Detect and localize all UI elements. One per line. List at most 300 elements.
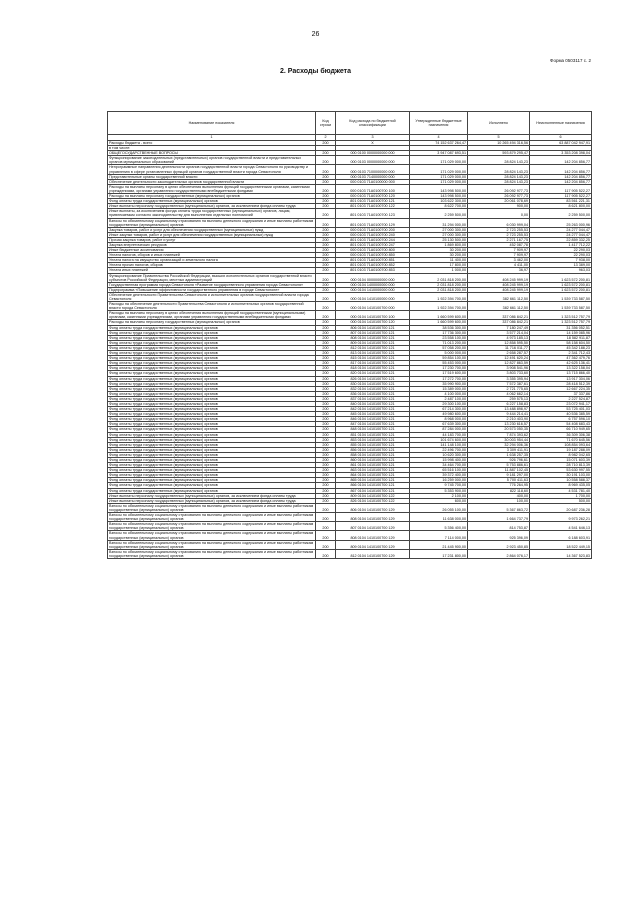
row-name: Обеспечение деятельности Правительства Севастополя и исполнительных органов государственной власти города Севастополя bbox=[108, 292, 316, 301]
row-executed: 2 723 255,53 bbox=[468, 227, 530, 232]
row-unexecuted: 42 625 136,41 bbox=[530, 361, 592, 366]
table-row bbox=[108, 345, 592, 350]
row-classification-code: 000 0103 7100000000 000 bbox=[336, 165, 410, 174]
row-name: Фонд оплаты труда государственных (муниципальных) органов bbox=[108, 325, 316, 330]
table-body bbox=[108, 141, 592, 559]
row-unexecuted: 142 204 856,77 bbox=[530, 156, 592, 165]
row-approved: 26 055 100,00 bbox=[410, 503, 468, 512]
row-unexecuted: 142 204 856,77 bbox=[530, 165, 592, 174]
row-executed: 20 061 078,69 bbox=[468, 199, 530, 204]
row-line-code: 200 bbox=[316, 268, 336, 273]
row-approved: 101 674 600,00 bbox=[410, 437, 468, 442]
table-row bbox=[108, 366, 592, 371]
row-executed: 2 721 775,65 bbox=[468, 386, 530, 391]
row-executed: 20 573 050,35 bbox=[468, 427, 530, 432]
row-line-code: 200 bbox=[316, 237, 336, 242]
row-name: Фонд оплаты труда государственных (муниципальных) органов bbox=[108, 396, 316, 401]
row-line-code: 200 bbox=[316, 340, 336, 345]
row-classification-code: 812 0104 1410100700 129 bbox=[336, 549, 410, 558]
row-classification-code: 847 0104 1410100700 121 bbox=[336, 422, 410, 427]
row-name: Фонд оплаты труда государственных (муниципальных) органов bbox=[108, 376, 316, 381]
row-line-code: 200 bbox=[316, 513, 336, 522]
table-row bbox=[108, 473, 592, 478]
row-line-code: 200 bbox=[316, 391, 336, 396]
row-line-code: 200 bbox=[316, 463, 336, 468]
row-approved: 22 496 700,00 bbox=[410, 447, 468, 452]
row-classification-code: 809 0104 1410100700 129 bbox=[336, 540, 410, 549]
table-row bbox=[108, 381, 592, 386]
row-approved: 1 922 394 700,00 bbox=[410, 302, 468, 311]
row-line-code: 200 bbox=[316, 483, 336, 488]
table-row bbox=[108, 396, 592, 401]
row-unexecuted: 963,03 bbox=[530, 268, 592, 273]
table-row bbox=[108, 437, 592, 442]
row-approved: 57 058 200,00 bbox=[410, 345, 468, 350]
table-row bbox=[108, 325, 592, 330]
expenditure-table bbox=[107, 111, 592, 559]
row-approved: 1 922 394 700,00 bbox=[410, 292, 468, 301]
row-approved: 11 400,00 bbox=[410, 258, 468, 263]
row-unexecuted: 15 071 603,39 bbox=[530, 458, 592, 463]
row-approved: 9 745 700,00 bbox=[410, 483, 468, 488]
row-line-code: 200 bbox=[316, 330, 336, 335]
row-name: Фонд оплаты труда государственных (муниципальных) органов bbox=[108, 478, 316, 483]
row-approved: 74 152 637 264,47 bbox=[410, 141, 468, 146]
row-line-code: 200 bbox=[316, 156, 336, 165]
row-approved: 7 114 000,00 bbox=[410, 531, 468, 540]
row-name: Фонд оплаты труда государственных (муниципальных) органов bbox=[108, 366, 316, 371]
row-line-code: 200 bbox=[316, 422, 336, 427]
row-executed: 3 908 541,96 bbox=[468, 366, 530, 371]
row-unexecuted: 13 715 866,40 bbox=[530, 371, 592, 376]
row-unexecuted: 6 188 603,91 bbox=[530, 531, 592, 540]
row-classification-code: 000 0104 1410000000 000 bbox=[336, 287, 410, 292]
row-name: Фонд оплаты труда государственных (муниципальных) органов bbox=[108, 412, 316, 417]
row-classification-code: 861 0104 1410100700 121 bbox=[336, 463, 410, 468]
row-approved: 25 130 500,00 bbox=[410, 237, 468, 242]
table-row bbox=[108, 432, 592, 437]
row-approved: 30 200,00 bbox=[410, 253, 468, 258]
row-approved: 10 620 300,00 bbox=[410, 452, 468, 457]
row-executed: 7 180 247,49 bbox=[468, 325, 530, 330]
row-approved: 1 660 599 600,00 bbox=[410, 320, 468, 325]
table-row bbox=[108, 311, 592, 320]
row-executed: 822 118,60 bbox=[468, 488, 530, 493]
row-unexecuted: 500,00 bbox=[530, 498, 592, 503]
table-row bbox=[108, 351, 592, 356]
row-line-code: 200 bbox=[316, 199, 336, 204]
row-approved: 27 000 300,00 bbox=[410, 227, 468, 232]
table-row bbox=[108, 179, 592, 184]
row-name: Фонд оплаты труда государственных (муниципальных) органов bbox=[108, 356, 316, 361]
row-name: Фонд оплаты труда государственных (муниципальных) органов bbox=[108, 417, 316, 422]
table-row bbox=[108, 412, 592, 417]
row-name: Фонд оплаты труда государственных (муниципальных) органов bbox=[108, 427, 316, 432]
row-unexecuted: 13 389,00 bbox=[530, 263, 592, 268]
row-unexecuted: 14 159 085,96 bbox=[530, 330, 592, 335]
row-executed: 2 271 167,75 bbox=[468, 237, 530, 242]
table-row bbox=[108, 503, 592, 512]
row-unexecuted: 40 536 385,59 bbox=[530, 412, 592, 417]
row-classification-code: 865 0104 1410100700 121 bbox=[336, 478, 410, 483]
row-unexecuted: 23 072 941,17 bbox=[530, 401, 592, 406]
row-unexecuted: 24 277 044,47 bbox=[530, 227, 592, 232]
table-row bbox=[108, 302, 592, 311]
row-unexecuted: 4 541 646,13 bbox=[530, 522, 592, 531]
row-unexecuted: 7 938,00 bbox=[530, 258, 592, 263]
row-unexecuted: 10 558 588,37 bbox=[530, 478, 592, 483]
row-line-code: 200 bbox=[316, 381, 336, 386]
row-executed: 4 062 662,14 bbox=[468, 391, 530, 396]
row-classification-code: 820 0104 1410100700 121 bbox=[336, 371, 410, 376]
row-executed: 3 462,00 bbox=[468, 258, 530, 263]
row-unexecuted: 1 417 712,22 bbox=[530, 242, 592, 247]
row-executed: 100,00 bbox=[468, 498, 530, 503]
row-line-code: 200 bbox=[316, 522, 336, 531]
table-row bbox=[108, 478, 592, 483]
header-approved: Утвержденные бюджетные назначения bbox=[410, 112, 468, 135]
row-line-code: 200 bbox=[316, 335, 336, 340]
row-name: Фонд оплаты труда государственных (муниципальных) органов bbox=[108, 458, 316, 463]
row-approved: 17 230 700,00 bbox=[410, 366, 468, 371]
row-unexecuted: 24 277 044,47 bbox=[530, 232, 592, 237]
row-approved: 171 029 000,00 bbox=[410, 165, 468, 174]
row-name: Фонд оплаты труда государственных (муниципальных) органов bbox=[108, 381, 316, 386]
row-unexecuted: 28 418 512,39 bbox=[530, 381, 592, 386]
table-row bbox=[108, 427, 592, 432]
row-name: Фонд оплаты труда государственных (муниципальных) органов bbox=[108, 386, 316, 391]
form-code: Форма 0503117 с. 2 bbox=[550, 58, 591, 63]
row-executed: 28 824 143,23 bbox=[468, 165, 530, 174]
row-approved: 16 259 000,00 bbox=[410, 478, 468, 483]
row-approved: 15 998 400,00 bbox=[410, 458, 468, 463]
row-line-code: 200 bbox=[316, 292, 336, 301]
row-name: Фонд оплаты труда государственных (муниципальных) органов bbox=[108, 407, 316, 412]
row-executed: 10 265 494 316,56 bbox=[468, 141, 530, 146]
row-name: Фонд оплаты труда государственных (муниципальных) органов bbox=[108, 473, 316, 478]
row-executed: 13 230 616,57 bbox=[468, 422, 530, 427]
row-approved: 38 536 300,00 bbox=[410, 325, 468, 330]
row-approved: 17 800,00 bbox=[410, 263, 468, 268]
row-classification-code: 808 0104 1410100700 129 bbox=[336, 531, 410, 540]
row-name: Фонд оплаты труда государственных (муниципальных) органов bbox=[108, 391, 316, 396]
row-classification-code: 000 0103 71А0100000 000 bbox=[336, 179, 410, 184]
row-unexecuted: 2 341 712,43 bbox=[530, 351, 592, 356]
table-row bbox=[108, 391, 592, 396]
row-line-code: 200 bbox=[316, 141, 336, 146]
row-classification-code: 806 0104 1410100700 129 bbox=[336, 503, 410, 512]
row-unexecuted: 37 337,86 bbox=[530, 391, 592, 396]
row-classification-code: 808 0104 1410100700 129 bbox=[336, 513, 410, 522]
row-approved: 2 259 500,00 bbox=[410, 209, 468, 218]
row-approved: 23 558 100,00 bbox=[410, 335, 468, 340]
row-line-code: 200 bbox=[316, 356, 336, 361]
row-name: Представительные органы государственной власти bbox=[108, 174, 316, 179]
row-classification-code: 832 0104 1410100700 121 bbox=[336, 386, 410, 391]
row-line-code: 200 bbox=[316, 417, 336, 422]
row-classification-code: 851 0104 1410100700 121 bbox=[336, 432, 410, 437]
row-executed: 13 488 898,97 bbox=[468, 407, 530, 412]
row-executed: 26 092 977,73 bbox=[468, 184, 530, 193]
row-approved: 39 372 400,00 bbox=[410, 473, 468, 478]
row-unexecuted: 36 309 306,38 bbox=[530, 432, 592, 437]
row-unexecuted: 18 582 911,87 bbox=[530, 335, 592, 340]
row-classification-code: 845 0104 1410100700 121 bbox=[336, 412, 410, 417]
row-name: Взносы по обязательному социальному страхованию на выплаты денежного содержания и иные выплаты работникам государственных (муниципальных) органов bbox=[108, 218, 316, 227]
row-line-code: 200 bbox=[316, 273, 336, 282]
column-number: 6 bbox=[530, 135, 592, 141]
row-approved: 1 660 599 600,00 bbox=[410, 311, 468, 320]
table-row bbox=[108, 549, 592, 558]
row-name: Иные выплаты персоналу государственных (муниципальных) органов, за исключением фонда оплаты труда bbox=[108, 204, 316, 209]
table-row bbox=[108, 184, 592, 193]
row-classification-code: 000 0103 71А0100700 240 bbox=[336, 232, 410, 237]
row-executed: 11 887 102,45 bbox=[468, 468, 530, 473]
row-classification-code: 000 0103 71А0100700 200 bbox=[336, 227, 410, 232]
row-approved: 71 013 200,00 bbox=[410, 340, 468, 345]
row-approved: 67 214 300,00 bbox=[410, 407, 468, 412]
row-name: Фонд оплаты труда государственных (муниципальных) органов bbox=[108, 488, 316, 493]
row-approved: 34 464 700,00 bbox=[410, 463, 468, 468]
row-executed: 382 661 112,50 bbox=[468, 292, 530, 301]
row-unexecuted: 117 905 522,27 bbox=[530, 184, 592, 193]
row-line-code: 200 bbox=[316, 311, 336, 320]
row-approved: 103 622 300,00 bbox=[410, 199, 468, 204]
row-classification-code: 855 0104 1410100700 121 bbox=[336, 442, 410, 447]
row-executed: 9 444 214,41 bbox=[468, 412, 530, 417]
row-line-code: 200 bbox=[316, 407, 336, 412]
page-number: 26 bbox=[311, 31, 320, 38]
row-classification-code: 856 0104 1410100700 121 bbox=[336, 447, 410, 452]
row-name: Расходы на выплаты персоналу в целях обеспечения выполнения функций государственными (муниципальными) органами, казенными учреждениями, органами управления государственными внебюджетными фондами bbox=[108, 311, 316, 320]
row-unexecuted: 12 667 224,35 bbox=[530, 386, 592, 391]
row-line-code: 200 bbox=[316, 366, 336, 371]
column-number: 1 bbox=[108, 135, 316, 141]
row-approved: 5 353 900,00 bbox=[410, 488, 468, 493]
row-name: Фонд оплаты труда государственных (муниципальных) органов bbox=[108, 422, 316, 427]
row-classification-code: 809 0104 1410100700 121 bbox=[336, 340, 410, 345]
row-line-code: 200 bbox=[316, 493, 336, 498]
row-executed: 1 638 257,35 bbox=[468, 452, 530, 457]
row-unexecuted: 22 290,03 bbox=[530, 253, 592, 258]
row-classification-code: 866 0104 1410100700 121 bbox=[336, 483, 410, 488]
row-name: Взносы по обязательному социальному страхованию на выплаты денежного содержания и иные выплаты работникам государственных (муниципальных) органов bbox=[108, 513, 316, 522]
row-name: Государственная программа города Севастополя «Развитие государственного управления города Севастополя» bbox=[108, 282, 316, 287]
table-row bbox=[108, 174, 592, 179]
row-classification-code: 818 0104 1410100700 121 bbox=[336, 366, 410, 371]
row-classification-code: 801 0103 71А0100700 851 bbox=[336, 258, 410, 263]
table-row bbox=[108, 483, 592, 488]
table-row bbox=[108, 452, 592, 457]
row-unexecuted: 1 323 512 757,79 bbox=[530, 320, 592, 325]
row-unexecuted: 6 757 596,10 bbox=[530, 417, 592, 422]
row-unexecuted: 117 905 522,27 bbox=[530, 194, 592, 199]
row-executed: 2 923 450,85 bbox=[468, 540, 530, 549]
row-line-code: 200 bbox=[316, 179, 336, 184]
table-row bbox=[108, 320, 592, 325]
row-unexecuted: 45 342 188,23 bbox=[530, 345, 592, 350]
row-unexecuted: 1 623 572 200,81 bbox=[530, 287, 592, 292]
table-row bbox=[108, 376, 592, 381]
row-line-code: 200 bbox=[316, 531, 336, 540]
header-classification-code: Код расхода по бюджетной классификации bbox=[336, 112, 410, 135]
table-row bbox=[108, 204, 592, 209]
row-unexecuted: 4 531 781,40 bbox=[530, 488, 592, 493]
table-row bbox=[108, 531, 592, 540]
table-row bbox=[108, 468, 592, 473]
row-classification-code: 000 0104 1410100700 120 bbox=[336, 320, 410, 325]
row-classification-code: 842 0104 1410100700 121 bbox=[336, 407, 410, 412]
row-unexecuted: 54 408 683,43 bbox=[530, 422, 592, 427]
row-classification-code: 848 0104 1410100700 121 bbox=[336, 427, 410, 432]
row-executed: 3 309 411,91 bbox=[468, 447, 530, 452]
table-row bbox=[108, 522, 592, 531]
row-line-code: 200 bbox=[316, 447, 336, 452]
row-classification-code: 807 0104 1410100700 129 bbox=[336, 522, 410, 531]
row-classification-code: 801 0103 71А0100700 852 bbox=[336, 263, 410, 268]
row-line-code: 200 bbox=[316, 498, 336, 503]
row-unexecuted: 1 323 512 757,79 bbox=[530, 311, 592, 320]
row-unexecuted: 20 687 236,28 bbox=[530, 503, 592, 512]
row-name: Уплата налогов, сборов и иных платежей bbox=[108, 253, 316, 258]
row-executed: 382 661 112,50 bbox=[468, 302, 530, 311]
row-name: Иные выплаты персоналу государственных (муниципальных) органов, за исключением фонда оплаты труда bbox=[108, 493, 316, 498]
row-name: Расходы на выплаты персоналу государственных (муниципальных) органов bbox=[108, 320, 316, 325]
row-approved: 17 272 700,00 bbox=[410, 376, 468, 381]
table-row bbox=[108, 335, 592, 340]
row-approved: 27 000 300,00 bbox=[410, 232, 468, 237]
table-row bbox=[108, 218, 592, 227]
row-approved: 21 445 900,00 bbox=[410, 540, 468, 549]
row-name: Непрограммные направления деятельности органов государственной власти города Севастополя по руководству и управлению в сфере установленных функций органов государственной власти города Севастополя bbox=[108, 165, 316, 174]
row-classification-code: X bbox=[336, 141, 410, 146]
row-unexecuted: 3 353 208 398,04 bbox=[530, 151, 592, 156]
row-line-code: 200 bbox=[316, 478, 336, 483]
row-unexecuted: 8 621 800,00 bbox=[530, 204, 592, 209]
row-unexecuted: 30 191 103,00 bbox=[530, 473, 592, 478]
row-line-code: 200 bbox=[316, 209, 336, 218]
row-unexecuted: 47 362 479,76 bbox=[530, 356, 592, 361]
row-unexecuted: 1 700,00 bbox=[530, 493, 592, 498]
row-executed: 12 858 595,50 bbox=[468, 340, 530, 345]
table-row bbox=[108, 442, 592, 447]
row-classification-code: 826 0104 1410100700 122 bbox=[336, 498, 410, 503]
row-line-code: 200 bbox=[316, 242, 336, 247]
row-name: Фонд оплаты труда государственных (муниципальных) органов bbox=[108, 483, 316, 488]
row-approved: 15 389 000,00 bbox=[410, 386, 468, 391]
row-line-code: 200 bbox=[316, 540, 336, 549]
row-executed: 5 367 863,72 bbox=[468, 503, 530, 512]
row-executed: 7 909,97 bbox=[468, 253, 530, 258]
row-line-code: 200 bbox=[316, 412, 336, 417]
row-line-code: 200 bbox=[316, 376, 336, 381]
row-line-code: 200 bbox=[316, 248, 336, 253]
row-executed: 593 879 295,47 bbox=[468, 151, 530, 156]
row-unexecuted: 142 204 856,77 bbox=[530, 174, 592, 179]
row-classification-code: 000 0104 1400000000 000 bbox=[336, 282, 410, 287]
row-executed: 11 716 011,77 bbox=[468, 345, 530, 350]
row-unexecuted: 13 322 158,04 bbox=[530, 366, 592, 371]
row-executed: 776 264,95 bbox=[468, 483, 530, 488]
row-executed: 925 396,09 bbox=[468, 531, 530, 540]
row-classification-code: 000 0103 71А0100700 850 bbox=[336, 253, 410, 258]
row-name: Фонд оплаты труда государственных (муниципальных) органов bbox=[108, 371, 316, 376]
row-name: Иные выплаты персоналу государственных (муниципальных) органов, за исключением фонда оплаты труда bbox=[108, 498, 316, 503]
row-executed: 408 245 999,19 bbox=[468, 287, 530, 292]
row-executed: 5 700 411,63 bbox=[468, 478, 530, 483]
row-approved: 30 200,00 bbox=[410, 248, 468, 253]
row-approved: 31 294 000,00 bbox=[410, 218, 468, 227]
row-approved: 600,00 bbox=[410, 498, 468, 503]
row-executed: 408 245 999,19 bbox=[468, 273, 530, 282]
row-line-code: 200 bbox=[316, 473, 336, 478]
row-name: Расходы бюджета - всего bbox=[108, 141, 316, 146]
row-approved: 141 148 100,00 bbox=[410, 442, 468, 447]
row-approved: 171 029 000,00 bbox=[410, 179, 468, 184]
row-executed: 28 824 143,23 bbox=[468, 179, 530, 184]
row-unexecuted: 22 290,03 bbox=[530, 248, 592, 253]
row-classification-code: 000 0103 0000000000 000 bbox=[336, 156, 410, 165]
row-classification-code: 801 0103 71А0100700 244 bbox=[336, 237, 410, 242]
row-approved: 11 638 000,00 bbox=[410, 513, 468, 522]
row-classification-code: 817 0104 1410100700 121 bbox=[336, 361, 410, 366]
header-unexecuted: Неисполненные назначения bbox=[530, 112, 592, 135]
row-classification-code: 867 0104 1410100700 121 bbox=[336, 488, 410, 493]
row-executed: 7 909,97 bbox=[468, 248, 530, 253]
row-classification-code: 000 0100 0000000000 000 bbox=[336, 151, 410, 156]
row-name: Фонд оплаты труда государственных (муниципальных) органов bbox=[108, 345, 316, 350]
row-name: Фонд оплаты труда государственных (муниципальных) органов bbox=[108, 330, 316, 335]
row-unexecuted: 66 710 949,65 bbox=[530, 427, 592, 432]
table-row bbox=[108, 401, 592, 406]
row-executed: 6 227 158,83 bbox=[468, 401, 530, 406]
row-name: Фонд оплаты труда государственных (муниципальных) органов bbox=[108, 199, 316, 204]
row-classification-code: 000 0103 71А0100700 120 bbox=[336, 194, 410, 199]
row-line-code: 200 bbox=[316, 427, 336, 432]
row-executed: 12 491 620,24 bbox=[468, 356, 530, 361]
row-unexecuted: 71 670 645,56 bbox=[530, 437, 592, 442]
row-classification-code: 000 0104 1410100700 000 bbox=[336, 302, 410, 311]
row-approved: 17 231 800,00 bbox=[410, 549, 468, 558]
row-line-code: 200 bbox=[316, 253, 336, 258]
row-line-code: 200 bbox=[316, 396, 336, 401]
row-name: Закупка товаров, работ и услуг для обеспечения государственных (муниципальных) нужд bbox=[108, 227, 316, 232]
table-row bbox=[108, 386, 592, 391]
row-executed: 900,00 bbox=[468, 204, 530, 209]
row-approved: 44 183 700,00 bbox=[410, 432, 468, 437]
row-line-code: 200 bbox=[316, 345, 336, 350]
row-name: Фонд оплаты труда государственных (муниципальных) органов bbox=[108, 468, 316, 473]
table-row bbox=[108, 371, 592, 376]
row-classification-code: 801 0103 71А0100700 121 bbox=[336, 199, 410, 204]
row-unexecuted: 1 623 572 200,81 bbox=[530, 273, 592, 282]
table-row bbox=[108, 330, 592, 335]
row-executed: 2 864 076,17 bbox=[468, 549, 530, 558]
table-row bbox=[108, 165, 592, 174]
row-classification-code: 815 0104 1410100700 121 bbox=[336, 356, 410, 361]
column-number: 5 bbox=[468, 135, 530, 141]
row-name: Функционирование Правительства Российской Федерации, высших исполнительных органов государственной власти субъектов Российской Федерации, местных администраций bbox=[108, 273, 316, 282]
row-executed: 26 092 977,73 bbox=[468, 194, 530, 199]
row-approved: 2 031 818 200,00 bbox=[410, 273, 468, 282]
row-approved: 5 356 400,00 bbox=[410, 522, 468, 531]
row-classification-code: 812 0104 1410100700 121 bbox=[336, 345, 410, 350]
row-classification-code: 000 0104 1410100700 100 bbox=[336, 311, 410, 320]
row-name: Иные бюджетные ассигнования bbox=[108, 248, 316, 253]
row-name: в том числе: bbox=[108, 146, 316, 151]
row-executed: 814 753,87 bbox=[468, 522, 530, 531]
row-approved: 4 100 000,00 bbox=[410, 391, 468, 396]
